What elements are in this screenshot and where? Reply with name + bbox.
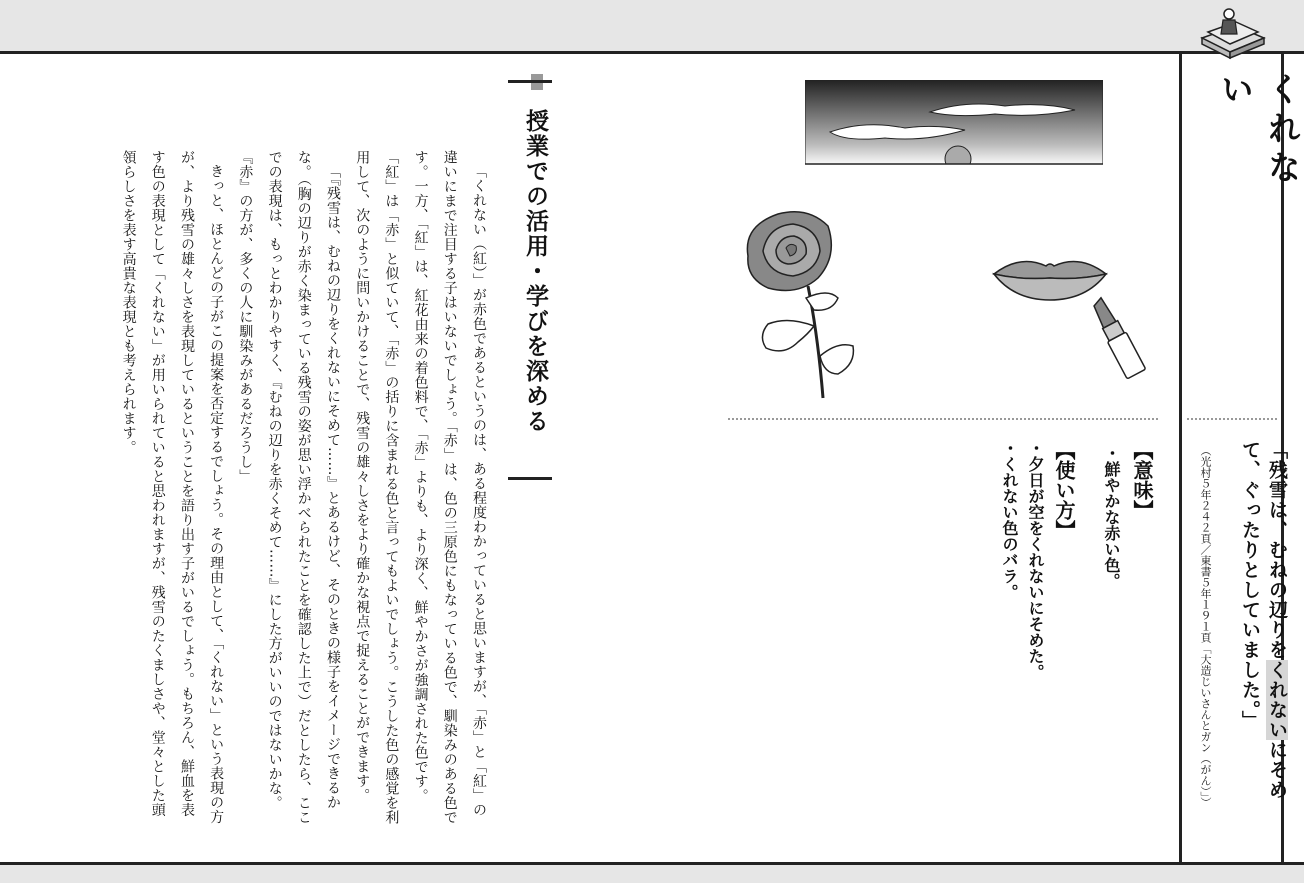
usage-examples: [996, 440, 1048, 720]
meaning-heading: 【意味】: [1130, 440, 1154, 520]
word-title: くれない: [1216, 72, 1302, 189]
word-column-left-rule: [1179, 51, 1182, 863]
body-paragraph-1: 「くれない（紅）」が赤色であるというのは、ある程度わかっていると思いますが、「赤」と「紅」の違いにまで注目する子はいないでしょう。「赤」は、色の三原色にもなっている色で、馴染みのある色です。一方、「紅」は、紅花由来の着色料で、「赤」よりも、より深く、鮮やかさが強調された色です。「紅」は「赤」と似ていて、「赤」の括りに含まれる色と言ってもよいでしょう。こうした色の感覚を利用して、次のように問いかけることで、残雪の雄々しさをより確かな視点で捉えることができます。: [354, 150, 487, 825]
rose-illustration: [738, 206, 863, 402]
top-band: [0, 0, 1304, 54]
body-paragraph-3: きっと、ほとんどの子がこの提案を否定するでしょう。その理由として、「くれない」という表現の方が、より残雪の雄々しさを表現しているということを語り出す子がいるでしょう。もちろん、鮮血を表す色の表現として「くれない」が用いられていると思われますが、残雪のたくましさや、堂々とした頭領らしさを表す高貴な表現とも考えられます。: [120, 150, 225, 824]
lipstick-illustration: [1088, 292, 1150, 384]
usage-example-1: ・夕日が空をくれないにそめた。: [1026, 440, 1045, 680]
usage-example-2: ・くれない色のバラ。: [1000, 440, 1019, 600]
usage-heading: 【使い方】: [1052, 440, 1076, 540]
section-heading: 授業での活用・学びを深める: [508, 80, 552, 480]
quote-source: （光村５年２４２頁／東書５年１９１頁「大造じいさんとガン（がん）」）: [1199, 445, 1212, 808]
dotted-divider-right: [1187, 418, 1277, 420]
sunset-illustration: [805, 80, 1103, 172]
meaning-text: ・鮮やかな赤い色。: [1102, 445, 1121, 589]
quote-highlight: くれない: [1266, 660, 1288, 740]
quote-text-end: にそめて、ぐったりとしていました。」: [1239, 440, 1288, 800]
example-quote: [1236, 440, 1290, 820]
quote-text-start: 「残雪は、むねの辺りを: [1266, 440, 1288, 660]
dotted-divider-middle: [728, 418, 1158, 420]
body-text: [88, 150, 493, 830]
body-paragraph-2: 「『残雪は、むねの辺りをくれないにそめて……』とあるけど、そのときの様子をイメージできるかな。（胸の辺りが赤く染まっている残雪の姿が思い浮かべられたことを確認した上で）だとしたら、ここでの表現は、もっとわかりやすく、『むねの辺りを赤くそめて……』にした方がいいのではないかな。『赤』の方が、多くの人に馴染みがあるだろうし」: [237, 150, 341, 825]
reader-on-books-icon: [1196, 4, 1268, 60]
